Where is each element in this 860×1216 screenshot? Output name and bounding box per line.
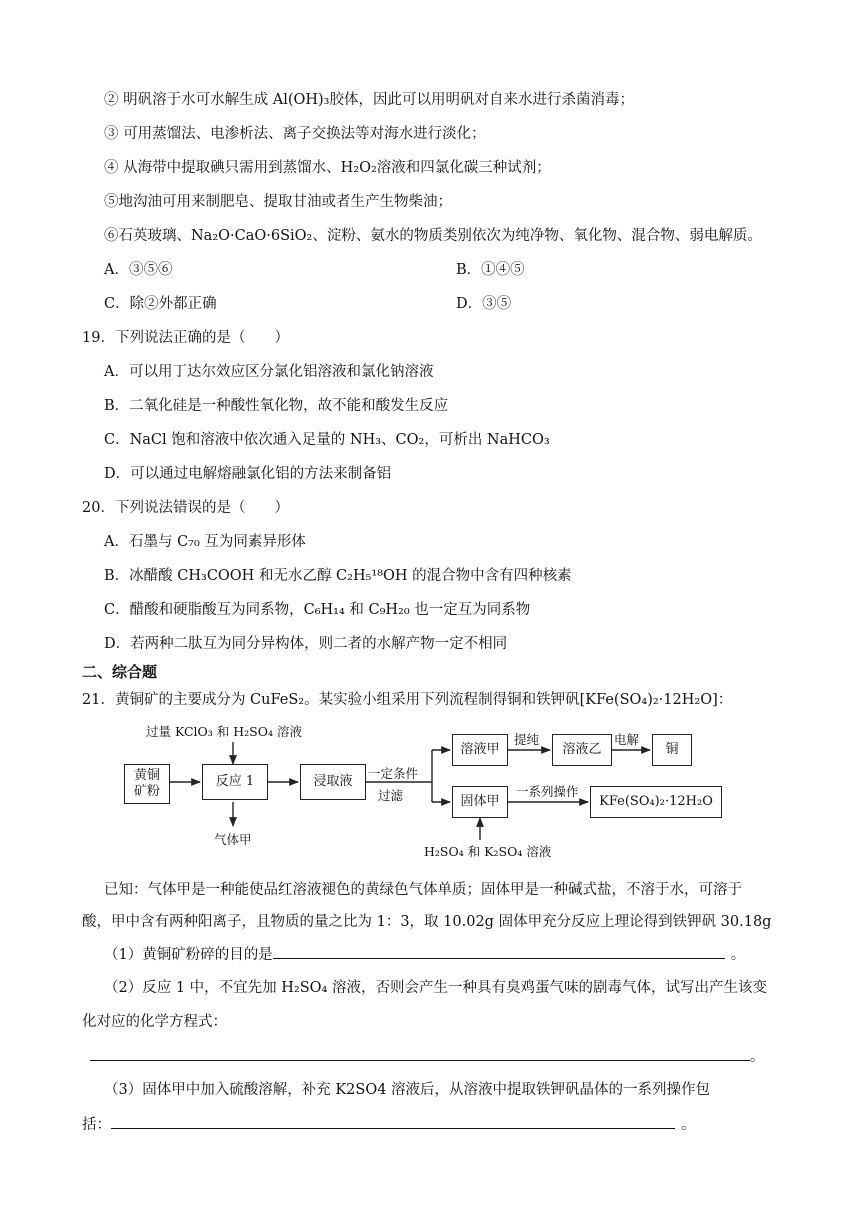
q20-option-d[interactable]: D．若两种二肽互为同分异构体，则二者的水解产物一定不相同 — [104, 636, 508, 652]
solution-b-box: 溶液乙 — [552, 734, 612, 766]
q19-stem: 19．下列说法正确的是（ ） — [82, 330, 289, 346]
q18-option-a[interactable]: A．③⑤⑥ — [104, 262, 173, 278]
process-flowchart — [118, 722, 738, 868]
statement-2: ② 明矾溶于水可水解生成 Al(OH)₃胶体，因此可以用明矾对自来水进行杀菌消毒； — [104, 92, 634, 108]
reagent-top-label: 过量 KClO₃ 和 H₂SO₄ 溶液 — [146, 724, 302, 739]
gas-label: 气体甲 — [214, 832, 252, 847]
operations-label: 一系列操作 — [516, 784, 579, 799]
q18-option-c[interactable]: C．除②外都正确 — [104, 296, 217, 312]
condition-label: 一定条件 — [368, 766, 419, 781]
purify-label: 提纯 — [514, 732, 540, 747]
ore-box: 黄铜 矿粉 — [124, 764, 170, 804]
solid-a-box: 固体甲 — [452, 786, 508, 818]
q19-option-d[interactable]: D．可以通过电解熔融氯化铝的方法来制备铝 — [104, 466, 392, 482]
end-mark-1: 。 — [730, 947, 746, 963]
q19-option-b[interactable]: B．二氧化硅是一种酸性氧化物，故不能和酸发生反应 — [104, 398, 449, 414]
subquestion-2-line-1: （2）反应 1 中，不宜先加 H₂SO₄ 溶液，否则会产生一种具有臭鸡蛋气味的剧毒气体，试写出产生该变 — [104, 980, 767, 996]
subquestion-1-text: （1）黄铜矿粉碎的目的是 — [104, 947, 273, 963]
reaction1-box: 反应 1 — [202, 764, 268, 800]
reagent-bottom-label: H₂SO₄ 和 K₂SO₄ 溶液 — [424, 844, 552, 859]
section-heading: 二、综合题 — [82, 663, 158, 681]
statement-3: ③ 可用蒸馏法、电渗析法、离子交换法等对海水进行淡化； — [104, 126, 486, 142]
q18-option-d[interactable]: D．③⑤ — [456, 296, 512, 312]
statement-6: ⑥石英玻璃、Na₂O·CaO·6SiO₂、淀粉、氨水的物质类别依次为纯净物、氧化物、混合物、弱电解质。 — [104, 228, 762, 244]
answer-blank-1[interactable] — [273, 944, 725, 959]
statement-4: ④ 从海带中提取碘只需用到蒸馏水、H₂O₂溶液和四氯化碳三种试剂； — [104, 160, 551, 176]
answer-blank-2[interactable] — [90, 1046, 750, 1061]
product-box: KFe(SO₄)₂·12H₂O — [590, 786, 722, 818]
q21-stem: 21．黄铜矿的主要成分为 CuFeS₂。某实验小组采用下列流程制得铜和铁钾矾[KFe(SO₄)₂·12H₂O]： — [82, 692, 733, 708]
q20-option-a[interactable]: A．石墨与 C₇₀ 互为同素异形体 — [104, 534, 306, 550]
q20-option-b[interactable]: B．冰醋酸 CH₃COOH 和无水乙醇 C₂H₅¹⁸OH 的混合物中含有四种核素 — [104, 568, 572, 584]
subquestion-3-line-1: （3）固体甲中加入硫酸溶解，补充 K2SO4 溶液后，从溶液中提取铁钾矾晶体的一系列操作包 — [104, 1082, 711, 1098]
subquestion-1 — [104, 944, 745, 965]
end-mark-2: 。 — [750, 1049, 765, 1065]
known-line-2: 酸，甲中含有两种阳离子，且物质的量之比为 1：3，取 10.02g 固体甲充分反应上理论得到铁钾矾 30.18g — [82, 914, 772, 930]
answer-blank-3[interactable] — [111, 1114, 675, 1129]
known-line-1: 已知：气体甲是一种能使品红溶液褪色的黄绿色气体单质；固体甲是一种碱式盐，不溶于水，可溶于 — [104, 882, 742, 898]
subquestion-3-text: 括： — [82, 1117, 111, 1133]
q19-option-a[interactable]: A．可以用丁达尔效应区分氯化铝溶液和氯化钠溶液 — [104, 364, 434, 380]
q20-option-c[interactable]: C．醋酸和硬脂酸互为同系物，C₆H₁₄ 和 C₉H₂₀ 也一定互为同系物 — [104, 602, 531, 618]
end-mark-3: 。 — [681, 1117, 696, 1133]
answer-line-2 — [90, 1046, 765, 1067]
subquestion-2-line-2: 化对应的化学方程式： — [82, 1014, 227, 1030]
filter-label: 过滤 — [378, 788, 404, 803]
electrolysis-label: 电解 — [614, 732, 640, 747]
q20-stem: 20．下列说法错误的是（ ） — [82, 500, 289, 516]
leach-box: 浸取液 — [300, 764, 366, 800]
solution-a-box: 溶液甲 — [452, 734, 508, 766]
copper-box: 铜 — [652, 734, 692, 766]
subquestion-3-line-2 — [82, 1114, 696, 1135]
q18-option-b[interactable]: B．①④⑤ — [456, 262, 525, 278]
q19-option-c[interactable]: C．NaCl 饱和溶液中依次通入足量的 NH₃、CO₂，可析出 NaHCO₃ — [104, 432, 550, 448]
statement-5: ⑤地沟油可用来制肥皂、提取甘油或者生产生物柴油； — [104, 194, 452, 210]
